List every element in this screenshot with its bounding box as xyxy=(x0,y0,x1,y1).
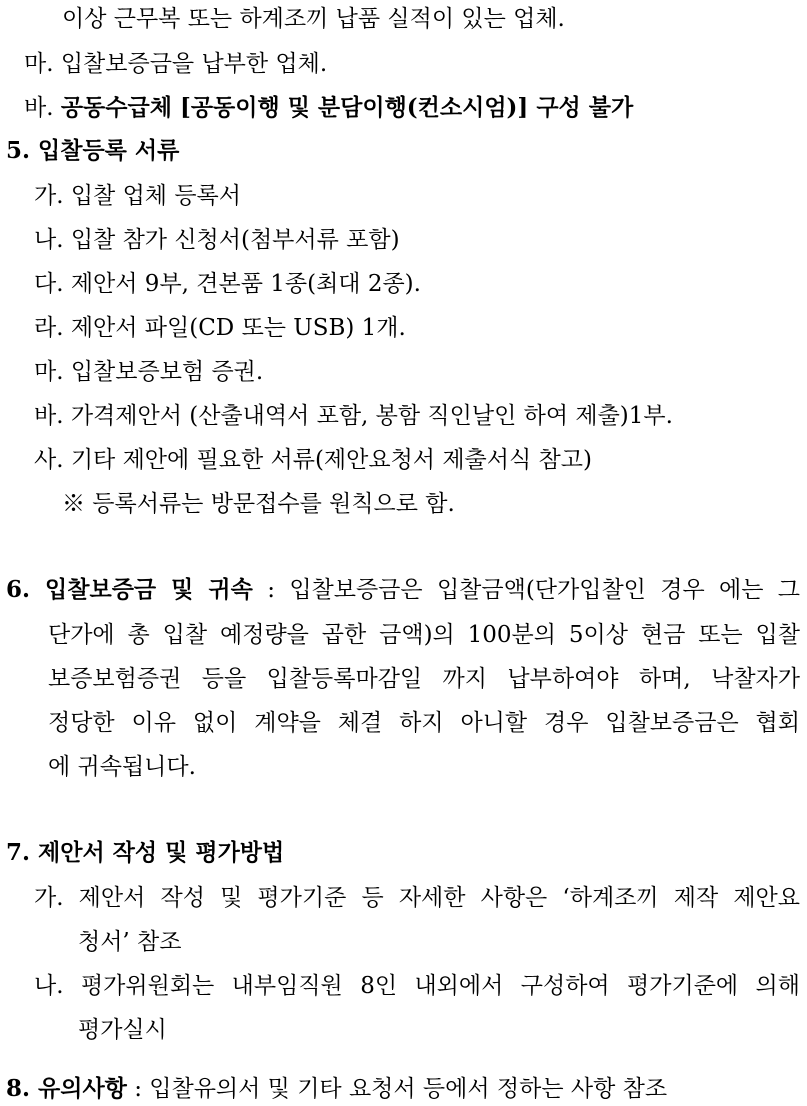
section-5-item: 마. 입찰보증보험 증권. xyxy=(34,359,264,385)
section-5-note: ※ 등록서류는 방문접수를 원칙으로 함. xyxy=(62,491,455,517)
section-5-item: 라. 제안서 파일(CD 또는 USB) 1개. xyxy=(34,315,406,341)
section-8-text: 입찰유의서 및 기타 요청서 등에서 정하는 사항 참조 xyxy=(149,1076,668,1102)
section-6-line xyxy=(6,575,800,605)
section-8-title: 유의사항 xyxy=(38,1075,127,1102)
section-5-title: 5. 입찰등록 서류 xyxy=(6,137,180,164)
section-6-title: 입찰보증금 및 귀속 xyxy=(45,576,253,603)
consortium-notice: 공동수급체 [공동이행 및 분담이행(컨소시엄)] 구성 불가 xyxy=(60,94,634,121)
section-6-line: 정당한 이유 없이 계약을 체결 하지 아니할 경우 입찰보증금은 협회 xyxy=(48,710,800,736)
section-8-number: 8. xyxy=(6,1075,39,1102)
item-ma-deposit: 마. 입찰보증금을 납부한 업체. xyxy=(24,51,328,77)
continuation-line: 이상 근무복 또는 하계조끼 납품 실적이 있는 업체. xyxy=(62,6,565,32)
section-8-line xyxy=(6,1074,667,1104)
section-6-line: 단가에 총 입찰 예정량을 곱한 금액)의 100분의 5이상 현금 또는 입찰 xyxy=(48,622,800,648)
section-6-separator: : xyxy=(252,577,290,603)
section-7-title: 7. 제안서 작성 및 평가방법 xyxy=(6,839,285,866)
section-6-number: 6. xyxy=(6,576,46,603)
section-5-item: 가. 입찰 업체 등록서 xyxy=(34,183,241,209)
item-ba-consortium xyxy=(24,93,633,123)
section-6-line: 보증보험증권 등을 입찰등록마감일 까지 납부하여야 하며, 낙찰자가 xyxy=(48,666,800,692)
item-prefix: 바. xyxy=(24,95,61,121)
section-5-item: 나. 입찰 참가 신청서(첨부서류 포함) xyxy=(34,227,400,253)
section-8-separator: : xyxy=(126,1076,150,1102)
section-7-item-continuation: 청서’ 참조 xyxy=(78,929,182,955)
section-5-item: 바. 가격제안서 (산출내역서 포함, 봉함 직인날인 하여 제출)1부. xyxy=(34,403,673,429)
section-7-item-continuation: 평가실시 xyxy=(78,1017,167,1043)
section-6-text: 입찰보증금은 입찰금액(단가입찰인 경우 에는 그 xyxy=(289,577,800,603)
section-7-item: 나. 평가위원회는 내부임직원 8인 내외에서 구성하여 평가기준에 의해 xyxy=(34,973,800,999)
section-6-line: 에 귀속됩니다. xyxy=(48,754,196,780)
section-5-item: 다. 제안서 9부, 견본품 1종(최대 2종). xyxy=(34,271,421,297)
section-5-item: 사. 기타 제안에 필요한 서류(제안요청서 제출서식 참고) xyxy=(34,447,592,473)
section-7-item: 가. 제안서 작성 및 평가기준 등 자세한 사항은 ‘하계조끼 제작 제안요 xyxy=(34,885,800,911)
